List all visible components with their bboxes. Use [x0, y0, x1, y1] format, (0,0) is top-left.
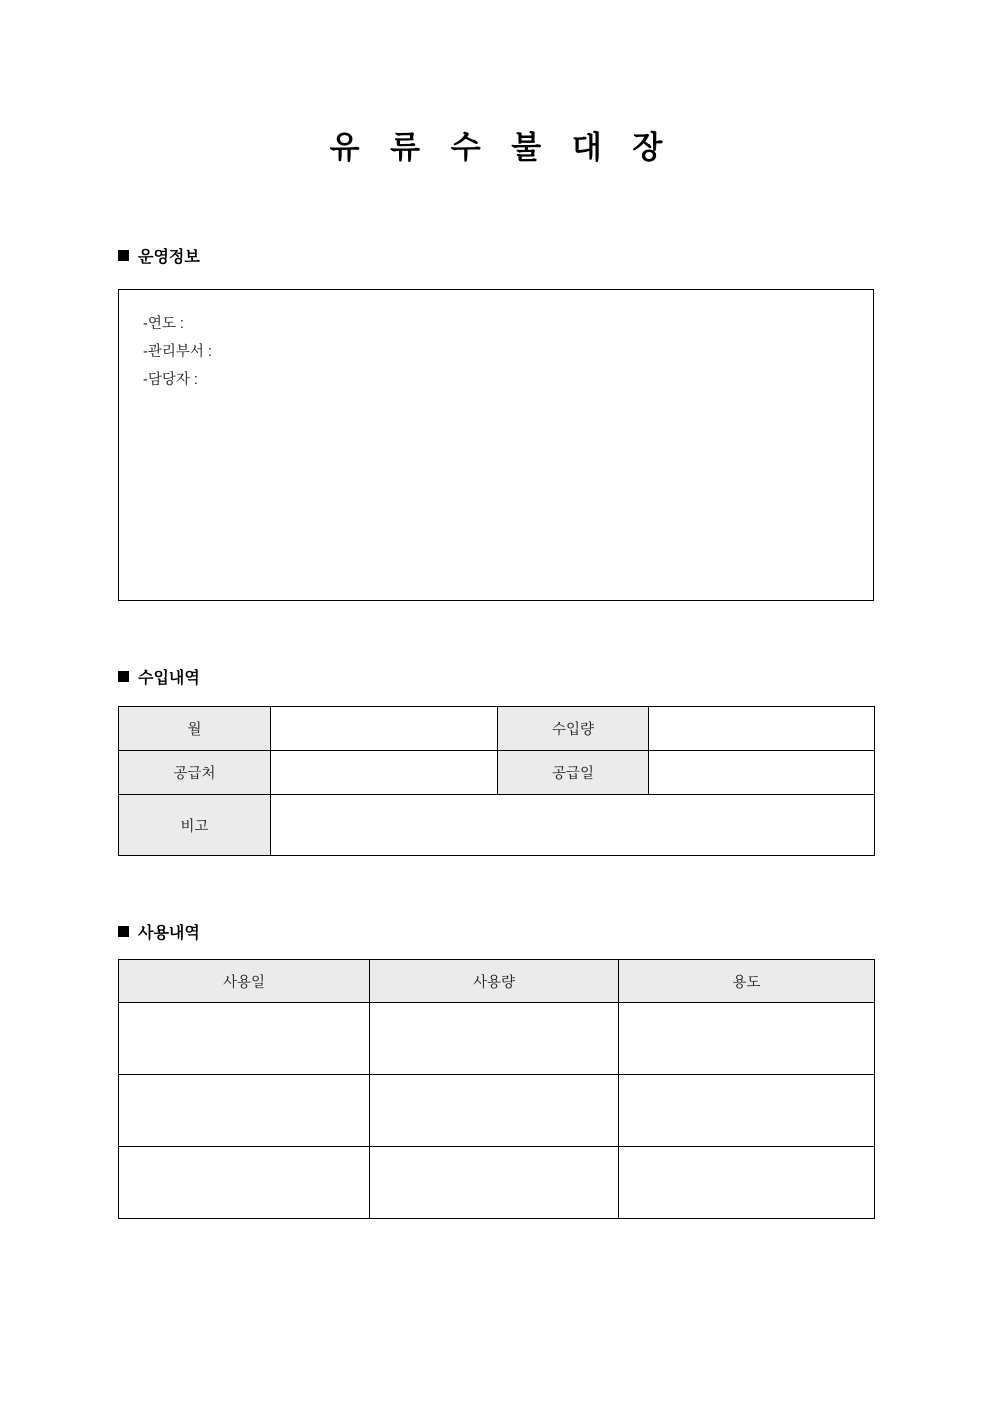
- table-row: [119, 1075, 875, 1147]
- cell-label-supply-date: 공급일: [498, 751, 649, 795]
- info-field-manager[interactable]: -담당자 :: [143, 372, 198, 388]
- cell-purpose[interactable]: [619, 1147, 875, 1219]
- info-field-year[interactable]: -연도 :: [143, 316, 184, 332]
- square-bullet-icon: [118, 926, 129, 937]
- section-heading-receipt-details: [118, 669, 200, 688]
- square-bullet-icon: [118, 250, 129, 261]
- table-header-row: [119, 960, 875, 1003]
- cell-usage-quantity[interactable]: [370, 1003, 619, 1075]
- usage-details-table: [118, 959, 875, 1219]
- table-row: [119, 751, 875, 795]
- cell-usage-quantity[interactable]: [370, 1147, 619, 1219]
- section-heading-label: 운영정보: [138, 249, 200, 266]
- cell-label-receipt-quantity: 수입량: [498, 707, 649, 751]
- table-row: [119, 1003, 875, 1075]
- square-bullet-icon: [118, 671, 129, 682]
- cell-usage-quantity[interactable]: [370, 1075, 619, 1147]
- section-heading-label: 사용내역: [138, 925, 200, 942]
- cell-label-supplier: 공급처: [119, 751, 271, 795]
- cell-usage-date[interactable]: [119, 1075, 370, 1147]
- cell-usage-date[interactable]: [119, 1147, 370, 1219]
- cell-label-remark: 비고: [119, 795, 271, 856]
- section-heading-label: 수입내역: [138, 670, 200, 687]
- column-header-usage-quantity: 사용량: [370, 960, 619, 1003]
- info-field-department[interactable]: -관리부서 :: [143, 344, 212, 360]
- column-header-usage-date: 사용일: [119, 960, 370, 1003]
- section-heading-usage-details: [118, 924, 200, 943]
- page-title: 유 류 수 불 대 장: [329, 130, 674, 165]
- operating-info-box: [118, 289, 874, 601]
- cell-purpose[interactable]: [619, 1075, 875, 1147]
- receipt-details-table: [118, 706, 875, 856]
- cell-usage-date[interactable]: [119, 1003, 370, 1075]
- cell-value-month[interactable]: [271, 707, 498, 751]
- section-heading-operating-info: [118, 248, 200, 267]
- table-row: [119, 707, 875, 751]
- cell-value-supply-date[interactable]: [649, 751, 875, 795]
- cell-value-receipt-quantity[interactable]: [649, 707, 875, 751]
- cell-label-month: 월: [119, 707, 271, 751]
- column-header-purpose: 용도: [619, 960, 875, 1003]
- cell-purpose[interactable]: [619, 1003, 875, 1075]
- cell-value-remark[interactable]: [271, 795, 875, 856]
- table-row: [119, 795, 875, 856]
- table-row: [119, 1147, 875, 1219]
- cell-value-supplier[interactable]: [271, 751, 498, 795]
